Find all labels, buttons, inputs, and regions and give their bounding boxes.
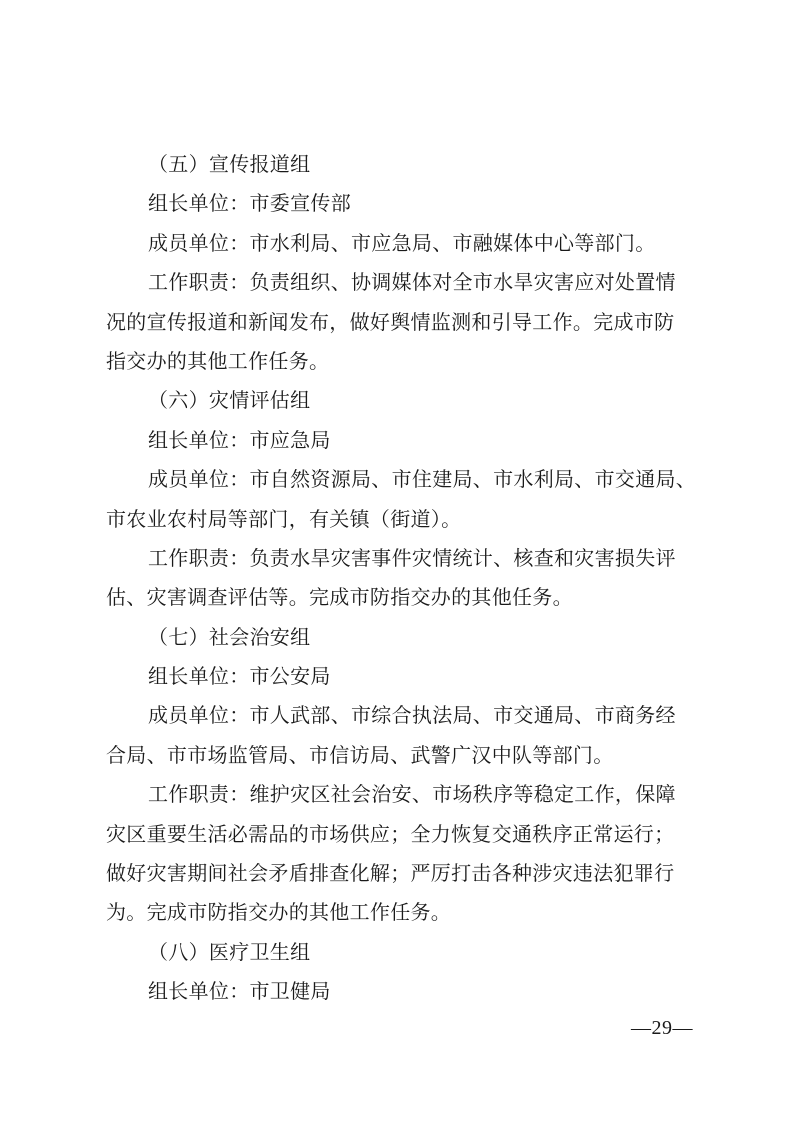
leader-unit: 组长单位：市公安局 [148, 664, 331, 689]
member-units: 成员单位：市水利局、市应急局、市融媒体中心等部门。 [148, 230, 656, 255]
duties-paragraph-line: 工作职责：负责组织、协调媒体对全市水旱灾害应对处置情 [148, 270, 676, 295]
member-units: 成员单位：市人武部、市综合执法局、市交通局、市商务经 [148, 703, 676, 728]
leader-unit: 组长单位：市应急局 [148, 427, 331, 452]
member-units-continued: 合局、市市场监管局、市信访局、武警广汉中队等部门。 [106, 742, 614, 767]
duties-paragraph-line: 做好灾害期间社会矛盾排查化解；严厉打击各种涉灾违法犯罪行 [106, 861, 675, 886]
duties-paragraph-line: 工作职责：负责水旱灾害事件灾情统计、核查和灾害损失评 [148, 545, 676, 570]
duties-paragraph-line: 灾区重要生活必需品的市场供应；全力恢复交通秩序正常运行； [106, 821, 675, 846]
member-units-continued: 市农业农村局等部门，有关镇（街道）。 [106, 506, 462, 531]
leader-unit: 组长单位：市委宣传部 [148, 191, 351, 216]
section-heading: （八）医疗卫生组 [148, 939, 311, 964]
section-heading: （五）宣传报道组 [148, 152, 311, 176]
duties-paragraph-line: 指交办的其他工作任务。 [106, 348, 330, 373]
document-body [106, 145, 696, 1012]
section-heading: （六）灾情评估组 [148, 388, 311, 413]
page-number: —29— [631, 1017, 693, 1039]
duties-paragraph-line: 工作职责：维护灾区社会治安、市场秩序等稳定工作，保障 [148, 782, 676, 807]
member-units: 成员单位：市自然资源局、市住建局、市水利局、市交通局、 [148, 467, 697, 492]
duties-paragraph-line: 为。完成市防指交办的其他工作任务。 [106, 900, 452, 925]
leader-unit: 组长单位：市卫健局 [148, 979, 331, 1004]
duties-paragraph-line: 况的宣传报道和新闻发布，做好舆情监测和引导工作。完成市防 [106, 309, 675, 334]
section-heading: （七）社会治安组 [148, 624, 311, 649]
duties-paragraph-line: 估、灾害调查评估等。完成市防指交办的其他任务。 [106, 585, 573, 610]
